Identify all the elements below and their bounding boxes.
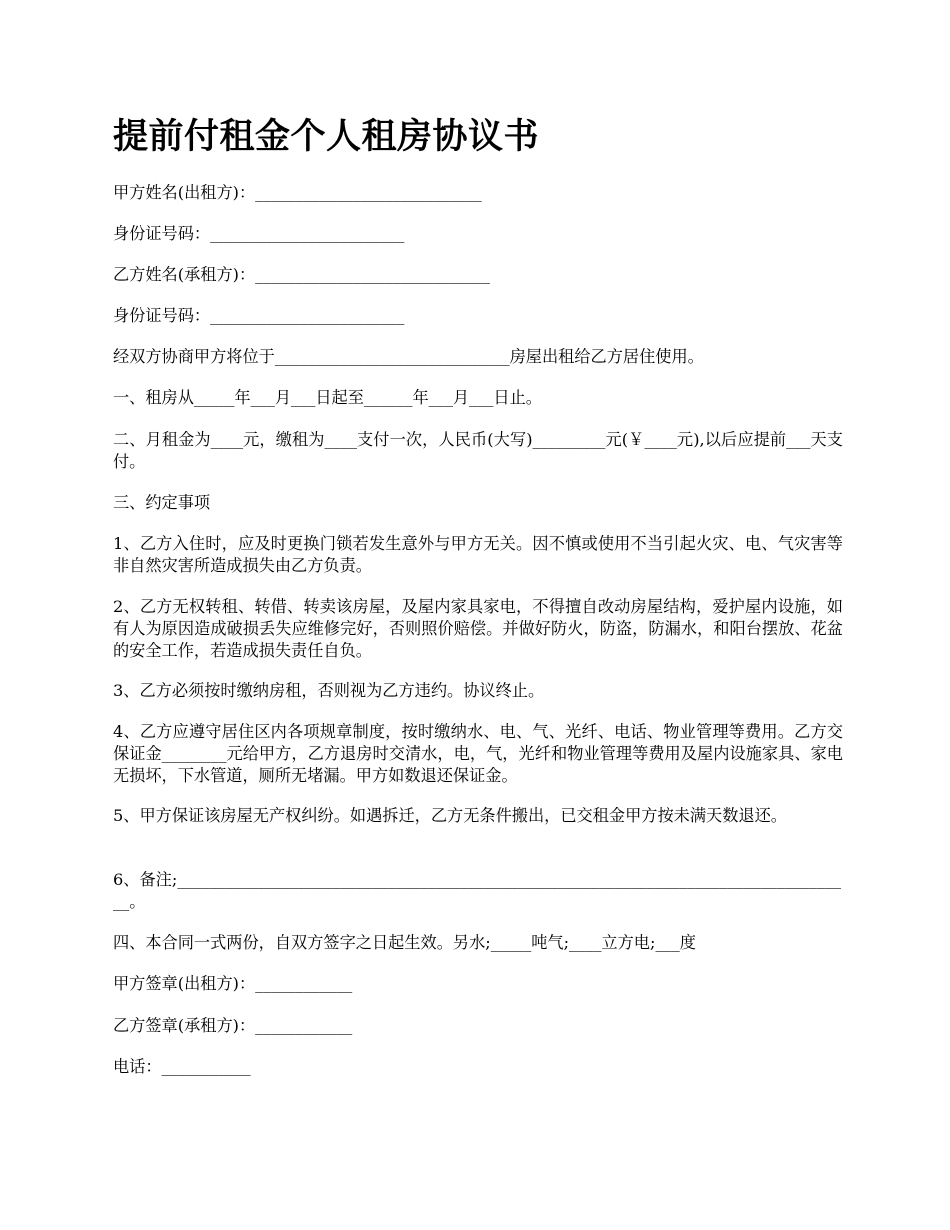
party-b-name-line: 乙方姓名(承租方)：_____________________________ xyxy=(113,265,490,284)
agreed-items-heading: 三、约定事项 xyxy=(113,493,211,512)
clause-2: 2、乙方无权转租、转借、转卖该房屋，及屋内家具家电，不得擅自改动房屋结构，爱护屋内设施，如有人为原因造成破损丢失应维修完好，否则照价赔偿。并做好防火，防盗，防漏水，和阳台摆放、花盆的安全工作，若造成损失责任自负。 xyxy=(113,597,843,660)
phone-line: 电话：___________ xyxy=(113,1057,251,1076)
rent-payment-paragraph: 二、月租金为____元，缴租为____支付一次，人民币(大写)_________元(￥____元),以后应提前___天支付。 xyxy=(113,430,843,471)
document-title: 提前付租金个人租房协议书 xyxy=(113,117,540,157)
clause-3: 3、乙方必须按时缴纳房租，否则视为乙方违约。协议终止。 xyxy=(113,681,545,700)
party-a-signature-line: 甲方签章(出租方)：____________ xyxy=(113,974,353,993)
clause-5: 5、甲方保证该房屋无产权纠纷。如遇拆迁，乙方无条件搬出，已交租金甲方按未满天数退还。 xyxy=(113,806,787,825)
party-b-signature-line: 乙方签章(承租方)：____________ xyxy=(113,1016,353,1035)
clause-6-remarks: 6、备注;____________________________________________________________________________________。 xyxy=(113,870,842,911)
clause-1: 1、乙方入住时，应及时更换门锁若发生意外与甲方无关。因不慎或使用不当引起火灾、电、气灾害等非自然灾害所造成损失由乙方负责。 xyxy=(113,534,843,575)
property-location-line: 经双方协商甲方将位于_____________________________房屋出租给乙方居住使用。 xyxy=(113,347,704,366)
party-a-id-line: 身份证号码：________________________ xyxy=(113,224,405,243)
party-b-id-line: 身份证号码：________________________ xyxy=(113,306,405,325)
party-a-name-line: 甲方姓名(出租方)：____________________________ xyxy=(113,183,482,202)
lease-term-line: 一、租房从_____年___月___日起至______年___月___日止。 xyxy=(113,388,542,407)
section-4-effective-line: 四、本合同一式两份，自双方签字之日起生效。另水;_____吨气;____立方电;___度 xyxy=(113,933,696,952)
clause-4: 4、乙方应遵守居住区内各项规章制度，按时缴纳水、电、气、光纤、电话、物业管理等费用。乙方交保证金________元给甲方，乙方退房时交清水，电，气，光纤和物业管理等费用及屋内设施家具、家电无损坏，下水管道，厕所无堵漏。甲方如数退还保证金。 xyxy=(113,722,843,785)
